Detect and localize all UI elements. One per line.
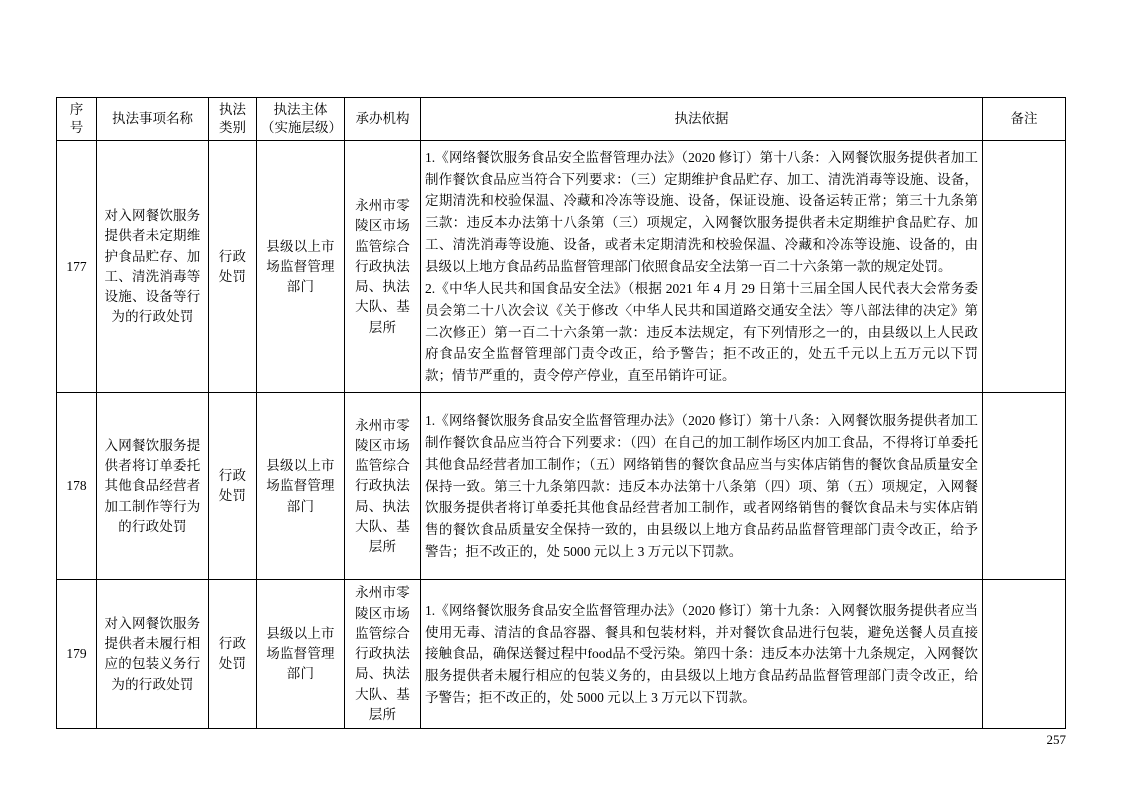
cell-organization: 永州市零陵区市场监管综合行政执法局、执法大队、基层所 — [345, 393, 421, 580]
cell-legal-basis — [421, 141, 983, 393]
table-row — [57, 580, 1066, 729]
table-row — [57, 393, 1066, 580]
legal-basis-paragraph: 2.《中华人民共和国食品安全法》（根据 2021 年 4 月 29 日第十三届全国人民代表大会常务委员会第二十八次会议《关于修改〈中华人民共和国道路交通安全法〉等八部法律的决定》第二次修正）第一百二十六条第一款：违反本法规定，有下列情形之一的，由县级以上人民政府食品安全监督管理部门责令改正，给予警告；拒不改正的，处五千元以上五万元以下罚款；情节严重的，责令停产停业，直至吊销许可证。 — [425, 280, 978, 384]
column-header-legal-basis: 执法依据 — [421, 98, 983, 141]
column-header-remark: 备注 — [983, 98, 1066, 141]
page-number: 257 — [1046, 732, 1066, 747]
cell-seq: 177 — [57, 141, 97, 393]
cell-item-name: 入网餐饮服务提供者将订单委托其他食品经营者加工制作等行为的行政处罚 — [97, 393, 209, 580]
table-row — [57, 141, 1066, 393]
legal-basis-paragraph: 1.《网络餐饮服务食品安全监督管理办法》（2020 修订）第十八条：入网餐饮服务提供者加工制作餐饮食品应当符合下列要求：（三）定期维护食品贮存、加工、清洗消毒等设施、设备，定期清洗和校验保温、冷藏和冷冻等设施、设备，保证设施、设备运转正常；第三十九条第三款：违反本办法第十八条第（三）项规定，入网餐饮服务提供者未定期维护食品贮存、加工、清洗消毒等设施、设备，或者未定期清洗和校验保温、冷藏和冷冻等设施、设备的，由县级以上地方食品药品监督管理部门依照食品安全法第一百二十六条第一款的规定处罚。 — [425, 149, 978, 274]
cell-subject: 县级以上市场监督管理部门 — [257, 141, 345, 393]
cell-item-name: 对入网餐饮服务提供者未履行相应的包装义务行为的行政处罚 — [97, 580, 209, 729]
cell-category: 行政处罚 — [209, 393, 257, 580]
legal-basis-paragraph: 1.《网络餐饮服务食品安全监督管理办法》（2020 修订）第十八条：入网餐饮服务提供者加工制作餐饮食品应当符合下列要求：（四）在自己的加工制作场区内加工食品，不得将订单委托其他食品经营者加工制作；（五）网络销售的餐饮食品应当与实体店销售的餐饮食品质量安全保持一致。第三十九条第四款：违反本办法第十八条第（四）项、第（五）项规定，入网餐饮服务提供者将订单委托其他食品经营者加工制作，或者网络销售的餐饮食品未与实体店销售的餐饮食品质量安全保持一致的，由县级以上地方食品药品监督管理部门责令改正，给予警告；拒不改正的，处 5000 元以上 3 万元以下罚款。 — [425, 412, 978, 560]
enforcement-items-table-wrapper — [56, 97, 1065, 729]
column-header-category: 执法 类别 — [209, 98, 257, 141]
enforcement-items-table — [56, 97, 1066, 729]
cell-category: 行政处罚 — [209, 580, 257, 729]
cell-seq: 179 — [57, 580, 97, 729]
column-header-seq: 序 号 — [57, 98, 97, 141]
cell-organization: 永州市零陵区市场监管综合行政执法局、执法大队、基层所 — [345, 580, 421, 729]
cell-organization: 永州市零陵区市场监管综合行政执法局、执法大队、基层所 — [345, 141, 421, 393]
cell-legal-basis — [421, 393, 983, 580]
cell-legal-basis — [421, 580, 983, 729]
cell-seq: 178 — [57, 393, 97, 580]
cell-remark — [983, 580, 1066, 729]
legal-basis-paragraph: 1.《网络餐饮服务食品安全监督管理办法》（2020 修订）第十九条：入网餐饮服务提供者应当使用无毒、清洁的食品容器、餐具和包装材料，并对餐饮食品进行包装，避免送餐人员直接接触食品，确保送餐过程中food品不受污染。第四十条：违反本办法第十九条规定，入网餐饮服务提供者未履行相应的包装义务的，由县级以上地方食品药品监督管理部门责令改正，给予警告；拒不改正的，处 5000 元以上 3 万元以下罚款。 — [425, 602, 978, 706]
cell-category: 行政处罚 — [209, 141, 257, 393]
cell-subject: 县级以上市场监督管理部门 — [257, 580, 345, 729]
column-header-item-name: 执法事项名称 — [97, 98, 209, 141]
cell-item-name: 对入网餐饮服务提供者未定期维护食品贮存、加工、清洗消毒等设施、设备等行为的行政处罚 — [97, 141, 209, 393]
column-header-subject: 执法主体 （实施层级） — [257, 98, 345, 141]
cell-remark — [983, 393, 1066, 580]
table-header-row — [57, 98, 1066, 141]
cell-subject: 县级以上市场监督管理部门 — [257, 393, 345, 580]
column-header-organization: 承办机构 — [345, 98, 421, 141]
cell-remark — [983, 141, 1066, 393]
